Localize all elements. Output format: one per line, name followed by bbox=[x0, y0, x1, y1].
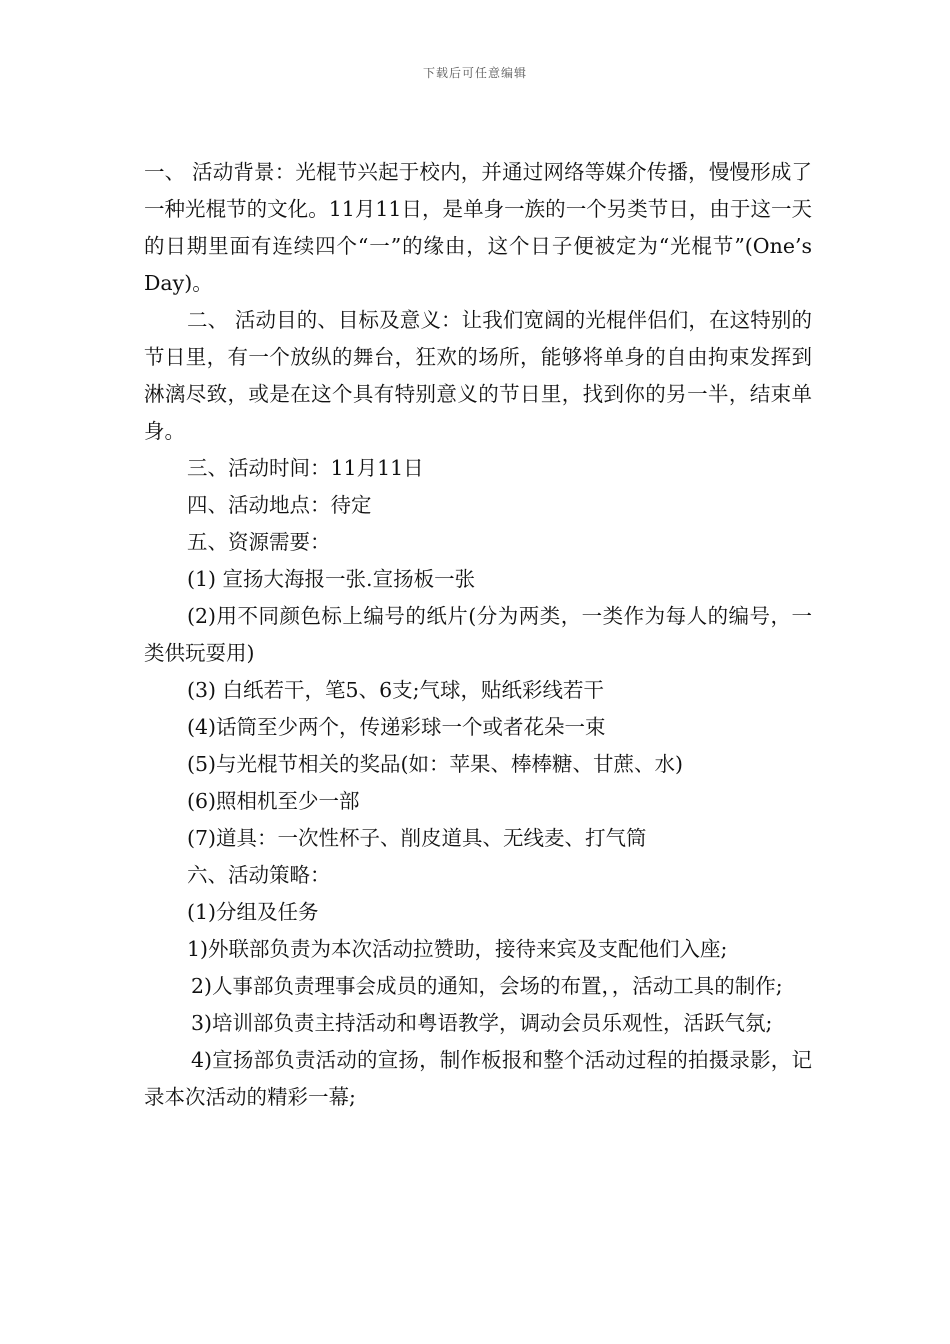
paragraph-purpose: 二、 活动目的、目标及意义：让我们宽阔的光棍伴侣们，在这特别的节日里，有一个放纵的舞台，狂欢的场所，能够将单身的自由拘束发挥到淋漓尽致，或是在这个具有特别意义的节日里，找到你的另一半，结束单身。 bbox=[144, 308, 812, 443]
paragraph-background: 一、 活动背景：光棍节兴起于校内，并通过网络等媒介传播，慢慢形成了一种光棍节的文化。11月11日，是单身一族的一个另类节日，由于这一天的日期里面有连续四个“一”的缘由，这个日子便被定为“光棍节”(One’s Day)。 bbox=[144, 160, 812, 295]
page-header-note: 下载后可任意编辑 bbox=[422, 66, 527, 80]
list-item-task-4: 4)宣扬部负责活动的宣扬，制作板报和整个活动过程的拍摄录影，记录本次活动的精彩一幕; bbox=[144, 1048, 812, 1109]
list-item-task-3: 3)培训部负责主持活动和粤语教学，调动会员乐观性，活跃气氛; bbox=[191, 1011, 773, 1035]
paragraph-resources-heading: 五、资源需要： bbox=[187, 530, 331, 554]
paragraph-time: 三、活动时间：11月11日 bbox=[187, 456, 424, 480]
list-item-task-2: 2)人事部负责理事会成员的通知，会场的布置，，活动工具的制作; bbox=[191, 974, 783, 998]
list-item-resource-4: (4)话筒至少两个，传递彩球一个或者花朵一束 bbox=[187, 715, 606, 739]
list-item-resource-1: (1) 宣扬大海报一张.宣扬板一张 bbox=[187, 567, 476, 591]
list-item-resource-5: (5)与光棍节相关的奖品(如：苹果、棒棒糖、甘蔗、水) bbox=[187, 752, 684, 776]
paragraph-strategy-heading: 六、活动策略： bbox=[187, 863, 331, 887]
list-item-resource-7: (7)道具：一次性杯子、削皮道具、无线麦、打气筒 bbox=[187, 826, 647, 850]
paragraph-location: 四、活动地点：待定 bbox=[187, 493, 372, 517]
list-item-task-1: 1)外联部负责为本次活动拉赞助，接待来宾及支配他们入座; bbox=[187, 937, 728, 961]
document-body bbox=[144, 154, 812, 1116]
paragraph-grouping-heading: (1)分组及任务 bbox=[187, 900, 319, 924]
list-item-resource-6: (6)照相机至少一部 bbox=[187, 789, 360, 813]
list-item-resource-2: (2)用不同颜色标上编号的纸片(分为两类，一类作为每人的编号，一类供玩耍用) bbox=[144, 604, 812, 665]
list-item-resource-3: (3) 白纸若干，笔5、6支;气球，贴纸彩线若干 bbox=[187, 678, 605, 702]
